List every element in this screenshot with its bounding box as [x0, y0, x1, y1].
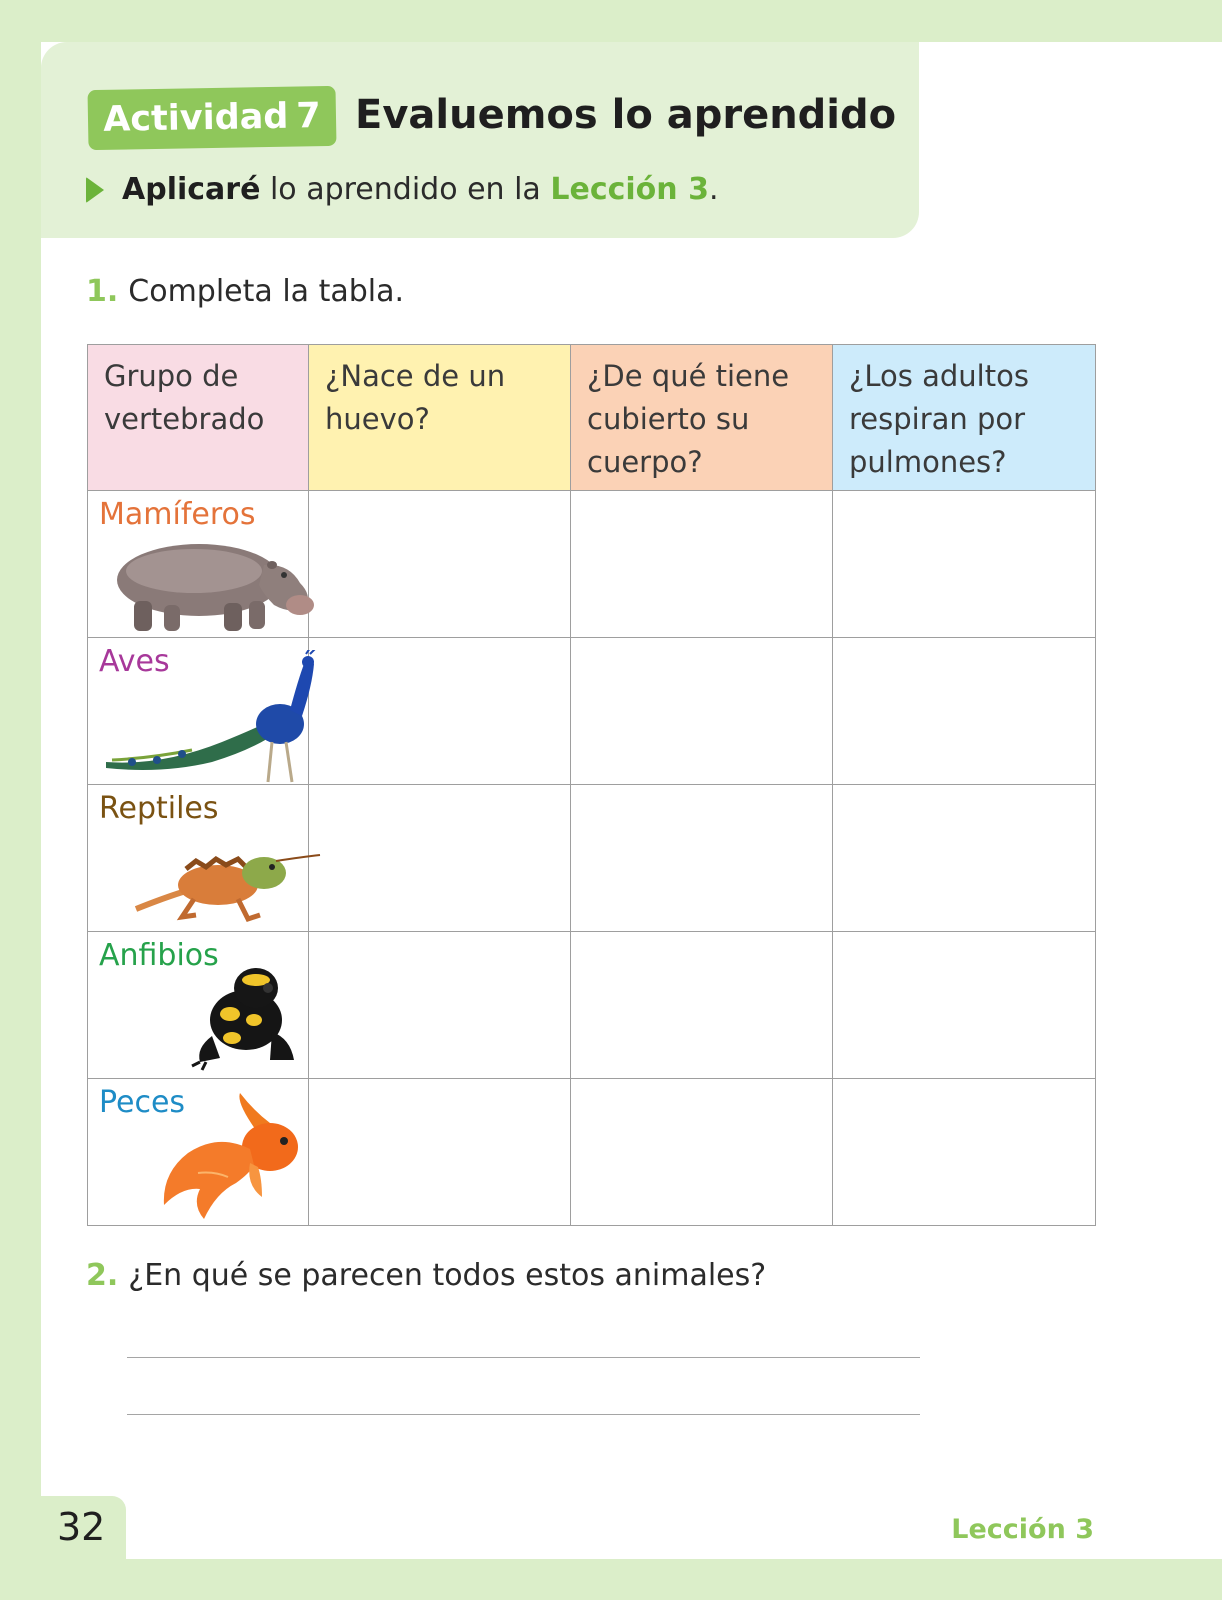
page-title: Evaluemos lo aprendido	[355, 92, 897, 138]
question-1-text: Completa la tabla.	[128, 274, 405, 309]
answer-line[interactable]	[127, 1357, 920, 1358]
row-label-cell	[88, 638, 309, 785]
answer-cell[interactable]	[833, 932, 1096, 1079]
answer-cell[interactable]	[309, 638, 571, 785]
row-label: Reptiles	[99, 791, 219, 826]
activity-badge	[87, 86, 336, 150]
objective-end: .	[708, 172, 719, 207]
page-number: 32	[57, 1505, 106, 1549]
question-2	[86, 1258, 766, 1293]
activity-label: Actividad	[102, 96, 289, 140]
answer-cell[interactable]	[833, 785, 1096, 932]
activity-number: 7	[296, 96, 322, 137]
table-row	[88, 785, 1096, 932]
answer-cell[interactable]	[833, 638, 1096, 785]
frog-icon	[186, 962, 302, 1074]
row-label: Aves	[99, 644, 170, 679]
objective-verb: Aplicaré	[122, 172, 261, 207]
question-2-number: 2.	[86, 1258, 119, 1293]
answer-cell[interactable]	[571, 785, 833, 932]
answer-line[interactable]	[127, 1414, 920, 1415]
row-label: Mamíferos	[99, 497, 256, 532]
table-row	[88, 491, 1096, 638]
answer-cell[interactable]	[309, 491, 571, 638]
row-label: Anfibios	[99, 938, 219, 973]
hippo-icon	[114, 535, 320, 635]
objective-lesson: Lección 3	[550, 172, 709, 207]
question-2-text: ¿En qué se parecen todos estos animales?	[128, 1258, 767, 1293]
peacock-icon	[102, 650, 322, 786]
table-header-row	[88, 345, 1096, 491]
header-egg: ¿Nace de un huevo?	[309, 345, 571, 491]
row-label-cell	[88, 1079, 309, 1226]
answer-cell[interactable]	[309, 932, 571, 1079]
answer-cell[interactable]	[833, 491, 1096, 638]
answer-cell[interactable]	[309, 1079, 571, 1226]
row-label: Peces	[99, 1085, 186, 1120]
table-row	[88, 638, 1096, 785]
question-1-number: 1.	[86, 274, 119, 309]
row-label-cell	[88, 785, 309, 932]
header-covering: ¿De qué tiene cubierto su cuerpo?	[571, 345, 833, 491]
table-row	[88, 932, 1096, 1079]
row-label-cell	[88, 932, 309, 1079]
goldfish-icon	[158, 1093, 304, 1223]
answer-cell[interactable]	[571, 1079, 833, 1226]
row-label-cell	[88, 491, 309, 638]
objective-line	[86, 172, 719, 207]
answer-cell[interactable]	[309, 785, 571, 932]
answer-cell[interactable]	[833, 1079, 1096, 1226]
header-group: Grupo de vertebrado	[88, 345, 309, 491]
answer-cell[interactable]	[571, 491, 833, 638]
vertebrate-table	[87, 344, 1096, 1226]
footer-lesson: Lección 3	[951, 1514, 1094, 1545]
play-triangle-icon	[86, 177, 104, 203]
table-row	[88, 1079, 1096, 1226]
answer-cell[interactable]	[571, 932, 833, 1079]
header-lungs: ¿Los adultos respiran por pulmones?	[833, 345, 1096, 491]
answer-cell[interactable]	[571, 638, 833, 785]
question-1	[86, 274, 404, 309]
iguana-icon	[126, 831, 322, 927]
bottom-band	[0, 1559, 1222, 1600]
objective-text: lo aprendido en la	[260, 172, 551, 207]
